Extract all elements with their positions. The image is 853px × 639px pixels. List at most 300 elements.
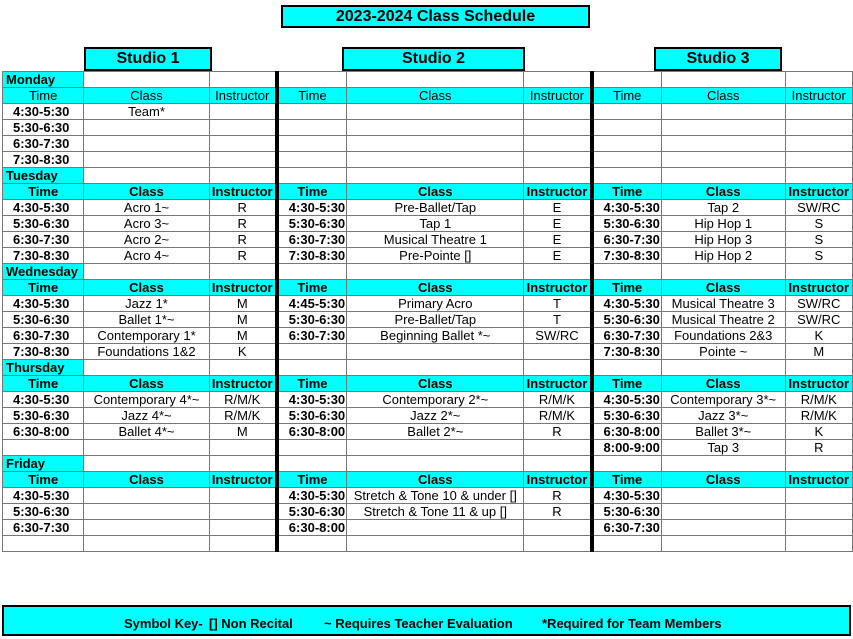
column-header-instructor: Instructor [524, 376, 592, 392]
time-cell: 5:30-6:30 [3, 504, 84, 520]
column-header-instructor: Instructor [524, 184, 592, 200]
column-header-class: Class [347, 472, 524, 488]
time-cell: 7:30-8:30 [3, 152, 84, 168]
column-header-class: Class [661, 376, 785, 392]
class-cell: Ballet 1*~ [84, 312, 209, 328]
instructor-cell: E [524, 200, 592, 216]
class-cell: Hip Hop 2 [661, 248, 785, 264]
time-cell: 7:30-8:30 [277, 248, 347, 264]
class-cell: Contemporary 3*~ [661, 392, 785, 408]
instructor-cell [524, 136, 592, 152]
empty-cell [785, 264, 852, 280]
empty-cell [592, 264, 662, 280]
instructor-cell: R [209, 216, 277, 232]
instructor-cell: S [785, 216, 852, 232]
time-cell: 5:30-6:30 [592, 408, 662, 424]
class-cell: Pointe ~ [661, 344, 785, 360]
empty-cell [84, 456, 209, 472]
schedule-row [3, 216, 853, 232]
column-header-time: Time [277, 376, 347, 392]
time-cell: 5:30-6:30 [277, 312, 347, 328]
time-cell: 6:30-8:00 [592, 424, 662, 440]
time-cell: 5:30-6:30 [3, 120, 84, 136]
column-header-time: Time [277, 280, 347, 296]
column-header-class: Class [84, 184, 209, 200]
column-header-class: Class [347, 184, 524, 200]
column-header-time: Time [3, 376, 84, 392]
key-non-recital: [] Non Recital [209, 616, 293, 631]
day-row [3, 72, 853, 88]
time-cell: 4:30-5:30 [592, 296, 662, 312]
column-header-instructor: Instructor [209, 88, 277, 104]
time-cell: 6:30-7:30 [277, 232, 347, 248]
schedule-row [3, 232, 853, 248]
time-cell [277, 344, 347, 360]
instructor-cell [524, 104, 592, 120]
column-header-class: Class [661, 184, 785, 200]
instructor-cell: SW/RC [524, 328, 592, 344]
instructor-cell: M [209, 328, 277, 344]
instructor-cell [209, 440, 277, 456]
time-cell: 7:30-8:30 [592, 344, 662, 360]
time-cell [592, 136, 662, 152]
column-header-instructor: Instructor [209, 376, 277, 392]
class-cell [661, 504, 785, 520]
instructor-cell [785, 120, 852, 136]
column-header-instructor: Instructor [209, 472, 277, 488]
empty-cell [84, 168, 209, 184]
time-cell: 8:00-9:00 [592, 440, 662, 456]
time-cell: 6:30-7:30 [592, 520, 662, 536]
class-cell [661, 152, 785, 168]
class-cell: Acro 1~ [84, 200, 209, 216]
time-cell [277, 120, 347, 136]
class-cell [84, 152, 209, 168]
empty-cell [347, 72, 524, 88]
column-header-row [3, 88, 853, 104]
column-header-time: Time [592, 280, 662, 296]
column-header-instructor: Instructor [785, 88, 852, 104]
class-cell [84, 536, 209, 552]
instructor-cell: M [209, 424, 277, 440]
class-cell: Contemporary 1* [84, 328, 209, 344]
time-cell: 5:30-6:30 [592, 312, 662, 328]
class-cell: Contemporary 4*~ [84, 392, 209, 408]
time-cell: 4:30-5:30 [3, 392, 84, 408]
empty-cell [592, 168, 662, 184]
column-header-instructor: Instructor [209, 184, 277, 200]
empty-cell [209, 72, 277, 88]
instructor-cell: R [524, 424, 592, 440]
column-header-instructor: Instructor [785, 280, 852, 296]
time-cell [3, 440, 84, 456]
empty-cell [785, 168, 852, 184]
time-cell: 4:30-5:30 [3, 488, 84, 504]
column-header-instructor: Instructor [524, 88, 592, 104]
schedule-row [3, 312, 853, 328]
time-cell: 5:30-6:30 [592, 504, 662, 520]
day-row [3, 264, 853, 280]
instructor-cell [524, 120, 592, 136]
class-cell [347, 120, 524, 136]
instructor-cell: K [209, 344, 277, 360]
class-cell: Contemporary 2*~ [347, 392, 524, 408]
empty-cell [84, 72, 209, 88]
schedule-row [3, 296, 853, 312]
time-cell: 6:30-7:30 [3, 328, 84, 344]
time-cell: 4:30-5:30 [592, 200, 662, 216]
empty-cell [277, 360, 347, 376]
class-cell: Acro 3~ [84, 216, 209, 232]
time-cell: 4:30-5:30 [277, 392, 347, 408]
column-header-class: Class [84, 376, 209, 392]
empty-cell [661, 264, 785, 280]
instructor-cell [209, 136, 277, 152]
schedule-row [3, 440, 853, 456]
empty-cell [347, 264, 524, 280]
instructor-cell [524, 520, 592, 536]
empty-cell [347, 168, 524, 184]
empty-cell [785, 360, 852, 376]
empty-cell [661, 360, 785, 376]
time-cell [277, 152, 347, 168]
empty-cell [592, 360, 662, 376]
column-header-instructor: Instructor [785, 472, 852, 488]
schedule-row [3, 504, 853, 520]
time-cell: 4:30-5:30 [592, 488, 662, 504]
time-cell: 6:30-7:30 [592, 232, 662, 248]
column-header-time: Time [592, 184, 662, 200]
column-header-class: Class [661, 280, 785, 296]
class-cell [661, 120, 785, 136]
time-cell: 5:30-6:30 [3, 408, 84, 424]
instructor-cell: T [524, 296, 592, 312]
instructor-cell [209, 120, 277, 136]
column-header-time: Time [592, 88, 662, 104]
class-cell: Musical Theatre 1 [347, 232, 524, 248]
schedule-row [3, 344, 853, 360]
column-header-class: Class [84, 88, 209, 104]
key-teacher-evaluation: ~ Requires Teacher Evaluation [324, 616, 513, 631]
class-cell [661, 520, 785, 536]
time-cell: 6:30-8:00 [277, 520, 347, 536]
class-cell [347, 152, 524, 168]
column-header-time: Time [277, 88, 347, 104]
schedule-row [3, 152, 853, 168]
day-row [3, 168, 853, 184]
class-cell [84, 120, 209, 136]
instructor-cell: R [524, 488, 592, 504]
column-header-class: Class [661, 88, 785, 104]
class-cell [84, 488, 209, 504]
time-cell: 6:30-8:00 [3, 424, 84, 440]
class-cell: Stretch & Tone 11 & up [] [347, 504, 524, 520]
empty-cell [277, 72, 347, 88]
time-cell [277, 104, 347, 120]
empty-cell [524, 168, 592, 184]
column-header-row [3, 280, 853, 296]
column-header-instructor: Instructor [785, 184, 852, 200]
column-header-class: Class [347, 376, 524, 392]
instructor-cell [524, 440, 592, 456]
empty-cell [592, 456, 662, 472]
time-cell [277, 536, 347, 552]
class-cell: Acro 2~ [84, 232, 209, 248]
time-cell: 5:30-6:30 [3, 312, 84, 328]
instructor-cell [524, 344, 592, 360]
empty-cell [661, 168, 785, 184]
schedule-row [3, 120, 853, 136]
time-cell: 6:30-7:30 [3, 232, 84, 248]
schedule-row [3, 328, 853, 344]
instructor-cell [209, 152, 277, 168]
time-cell [592, 120, 662, 136]
class-cell [347, 536, 524, 552]
key-team-members: *Required for Team Members [542, 616, 722, 631]
empty-cell [524, 264, 592, 280]
class-cell: Tap 3 [661, 440, 785, 456]
class-cell: Ballet 3*~ [661, 424, 785, 440]
instructor-cell: E [524, 216, 592, 232]
empty-cell [592, 72, 662, 88]
day-row [3, 360, 853, 376]
time-cell [592, 104, 662, 120]
instructor-cell: R [209, 232, 277, 248]
empty-cell [524, 72, 592, 88]
column-header-class: Class [84, 280, 209, 296]
class-cell [84, 440, 209, 456]
empty-cell [347, 456, 524, 472]
class-cell [661, 104, 785, 120]
instructor-cell: R/M/K [209, 408, 277, 424]
class-cell: Pre-Ballet/Tap [347, 200, 524, 216]
instructor-cell: R/M/K [524, 392, 592, 408]
time-cell: 6:30-7:30 [3, 136, 84, 152]
empty-cell [524, 360, 592, 376]
column-header-instructor: Instructor [785, 376, 852, 392]
instructor-cell: SW/RC [785, 200, 852, 216]
symbol-key [2, 605, 851, 636]
class-cell [347, 344, 524, 360]
instructor-cell: R [524, 504, 592, 520]
instructor-cell: S [785, 248, 852, 264]
time-cell: 6:30-7:30 [277, 328, 347, 344]
class-cell [347, 104, 524, 120]
class-cell [661, 536, 785, 552]
time-cell: 4:30-5:30 [3, 200, 84, 216]
instructor-cell: T [524, 312, 592, 328]
instructor-cell [785, 136, 852, 152]
empty-cell [84, 264, 209, 280]
schedule-title: 2023-2024 Class Schedule [281, 5, 590, 28]
instructor-cell [785, 504, 852, 520]
column-header-time: Time [3, 472, 84, 488]
schedule-row [3, 408, 853, 424]
class-cell: Ballet 4*~ [84, 424, 209, 440]
class-cell [661, 136, 785, 152]
column-header-time: Time [277, 184, 347, 200]
time-cell: 7:30-8:30 [592, 248, 662, 264]
column-header-row [3, 376, 853, 392]
time-cell: 5:30-6:30 [3, 216, 84, 232]
instructor-cell [209, 504, 277, 520]
schedule-row [3, 136, 853, 152]
time-cell: 5:30-6:30 [277, 216, 347, 232]
empty-cell [209, 456, 277, 472]
time-cell: 4:30-5:30 [592, 392, 662, 408]
class-cell [347, 520, 524, 536]
class-cell [84, 520, 209, 536]
instructor-cell [209, 520, 277, 536]
time-cell [277, 136, 347, 152]
class-cell: Musical Theatre 2 [661, 312, 785, 328]
time-cell: 4:30-5:30 [3, 296, 84, 312]
empty-cell [84, 360, 209, 376]
empty-cell [347, 360, 524, 376]
time-cell: 4:30-5:30 [3, 104, 84, 120]
time-cell: 5:30-6:30 [277, 504, 347, 520]
schedule-row [3, 200, 853, 216]
instructor-cell [785, 536, 852, 552]
empty-cell [785, 456, 852, 472]
class-cell: Jazz 2*~ [347, 408, 524, 424]
column-header-class: Class [347, 280, 524, 296]
empty-cell [209, 168, 277, 184]
class-cell: Stretch & Tone 10 & under [] [347, 488, 524, 504]
column-header-time: Time [3, 184, 84, 200]
class-cell [84, 504, 209, 520]
schedule-table [2, 71, 853, 552]
class-cell: Tap 2 [661, 200, 785, 216]
column-header-instructor: Instructor [209, 280, 277, 296]
instructor-cell [524, 152, 592, 168]
empty-cell [524, 456, 592, 472]
class-cell: Jazz 3*~ [661, 408, 785, 424]
instructor-cell: K [785, 328, 852, 344]
class-cell [661, 488, 785, 504]
class-cell [84, 136, 209, 152]
class-cell: Jazz 4*~ [84, 408, 209, 424]
instructor-cell [524, 536, 592, 552]
class-cell: Beginning Ballet *~ [347, 328, 524, 344]
instructor-cell: R [209, 248, 277, 264]
instructor-cell [209, 536, 277, 552]
column-header-time: Time [592, 376, 662, 392]
class-cell: Pre-Ballet/Tap [347, 312, 524, 328]
studio-2-label: Studio 2 [342, 47, 525, 71]
time-cell: 5:30-6:30 [277, 408, 347, 424]
instructor-cell: E [524, 248, 592, 264]
time-cell: 4:30-5:30 [277, 200, 347, 216]
instructor-cell: R/M/K [785, 392, 852, 408]
class-cell: Musical Theatre 3 [661, 296, 785, 312]
day-label: Friday [3, 456, 84, 472]
class-cell: Foundations 2&3 [661, 328, 785, 344]
class-cell: Acro 4~ [84, 248, 209, 264]
column-header-instructor: Instructor [524, 472, 592, 488]
schedule-row [3, 536, 853, 552]
instructor-cell [785, 152, 852, 168]
class-cell: Foundations 1&2 [84, 344, 209, 360]
studio-1-label: Studio 1 [84, 47, 212, 71]
schedule-row [3, 104, 853, 120]
instructor-cell [785, 104, 852, 120]
day-label: Thursday [3, 360, 84, 376]
time-cell: 7:30-8:30 [3, 248, 84, 264]
instructor-cell [785, 488, 852, 504]
column-header-time: Time [3, 280, 84, 296]
instructor-cell: SW/RC [785, 296, 852, 312]
class-cell: Hip Hop 3 [661, 232, 785, 248]
schedule-row [3, 488, 853, 504]
day-label: Monday [3, 72, 84, 88]
instructor-cell [785, 520, 852, 536]
time-cell: 7:30-8:30 [3, 344, 84, 360]
column-header-time: Time [277, 472, 347, 488]
instructor-cell: R [785, 440, 852, 456]
empty-cell [209, 360, 277, 376]
day-row [3, 456, 853, 472]
schedule-row [3, 424, 853, 440]
column-header-class: Class [84, 472, 209, 488]
instructor-cell: R/M/K [209, 392, 277, 408]
column-header-row [3, 472, 853, 488]
instructor-cell [209, 488, 277, 504]
time-cell: 5:30-6:30 [592, 216, 662, 232]
instructor-cell: M [209, 312, 277, 328]
instructor-cell: K [785, 424, 852, 440]
empty-cell [277, 264, 347, 280]
instructor-cell: M [785, 344, 852, 360]
schedule-row [3, 392, 853, 408]
class-cell [347, 440, 524, 456]
instructor-cell: R/M/K [524, 408, 592, 424]
empty-cell [661, 456, 785, 472]
class-cell: Hip Hop 1 [661, 216, 785, 232]
instructor-cell: E [524, 232, 592, 248]
column-header-class: Class [661, 472, 785, 488]
column-header-instructor: Instructor [524, 280, 592, 296]
instructor-cell: S [785, 232, 852, 248]
studio-3-label: Studio 3 [654, 47, 782, 71]
schedule-row [3, 520, 853, 536]
class-cell: Team* [84, 104, 209, 120]
class-cell: Jazz 1* [84, 296, 209, 312]
class-cell [347, 136, 524, 152]
time-cell: 6:30-8:00 [277, 424, 347, 440]
time-cell [592, 152, 662, 168]
day-label: Wednesday [3, 264, 84, 280]
time-cell: 4:30-5:30 [277, 488, 347, 504]
instructor-cell: M [209, 296, 277, 312]
column-header-row [3, 184, 853, 200]
instructor-cell: R/M/K [785, 408, 852, 424]
schedule-row [3, 248, 853, 264]
time-cell: 6:30-7:30 [592, 328, 662, 344]
empty-cell [277, 456, 347, 472]
empty-cell [661, 72, 785, 88]
class-cell: Pre-Pointe [] [347, 248, 524, 264]
empty-cell [209, 264, 277, 280]
time-cell [3, 536, 84, 552]
time-cell [592, 536, 662, 552]
time-cell: 4:45-5:30 [277, 296, 347, 312]
class-cell: Primary Acro [347, 296, 524, 312]
column-header-time: Time [3, 88, 84, 104]
class-cell: Tap 1 [347, 216, 524, 232]
empty-cell [277, 168, 347, 184]
instructor-cell: SW/RC [785, 312, 852, 328]
